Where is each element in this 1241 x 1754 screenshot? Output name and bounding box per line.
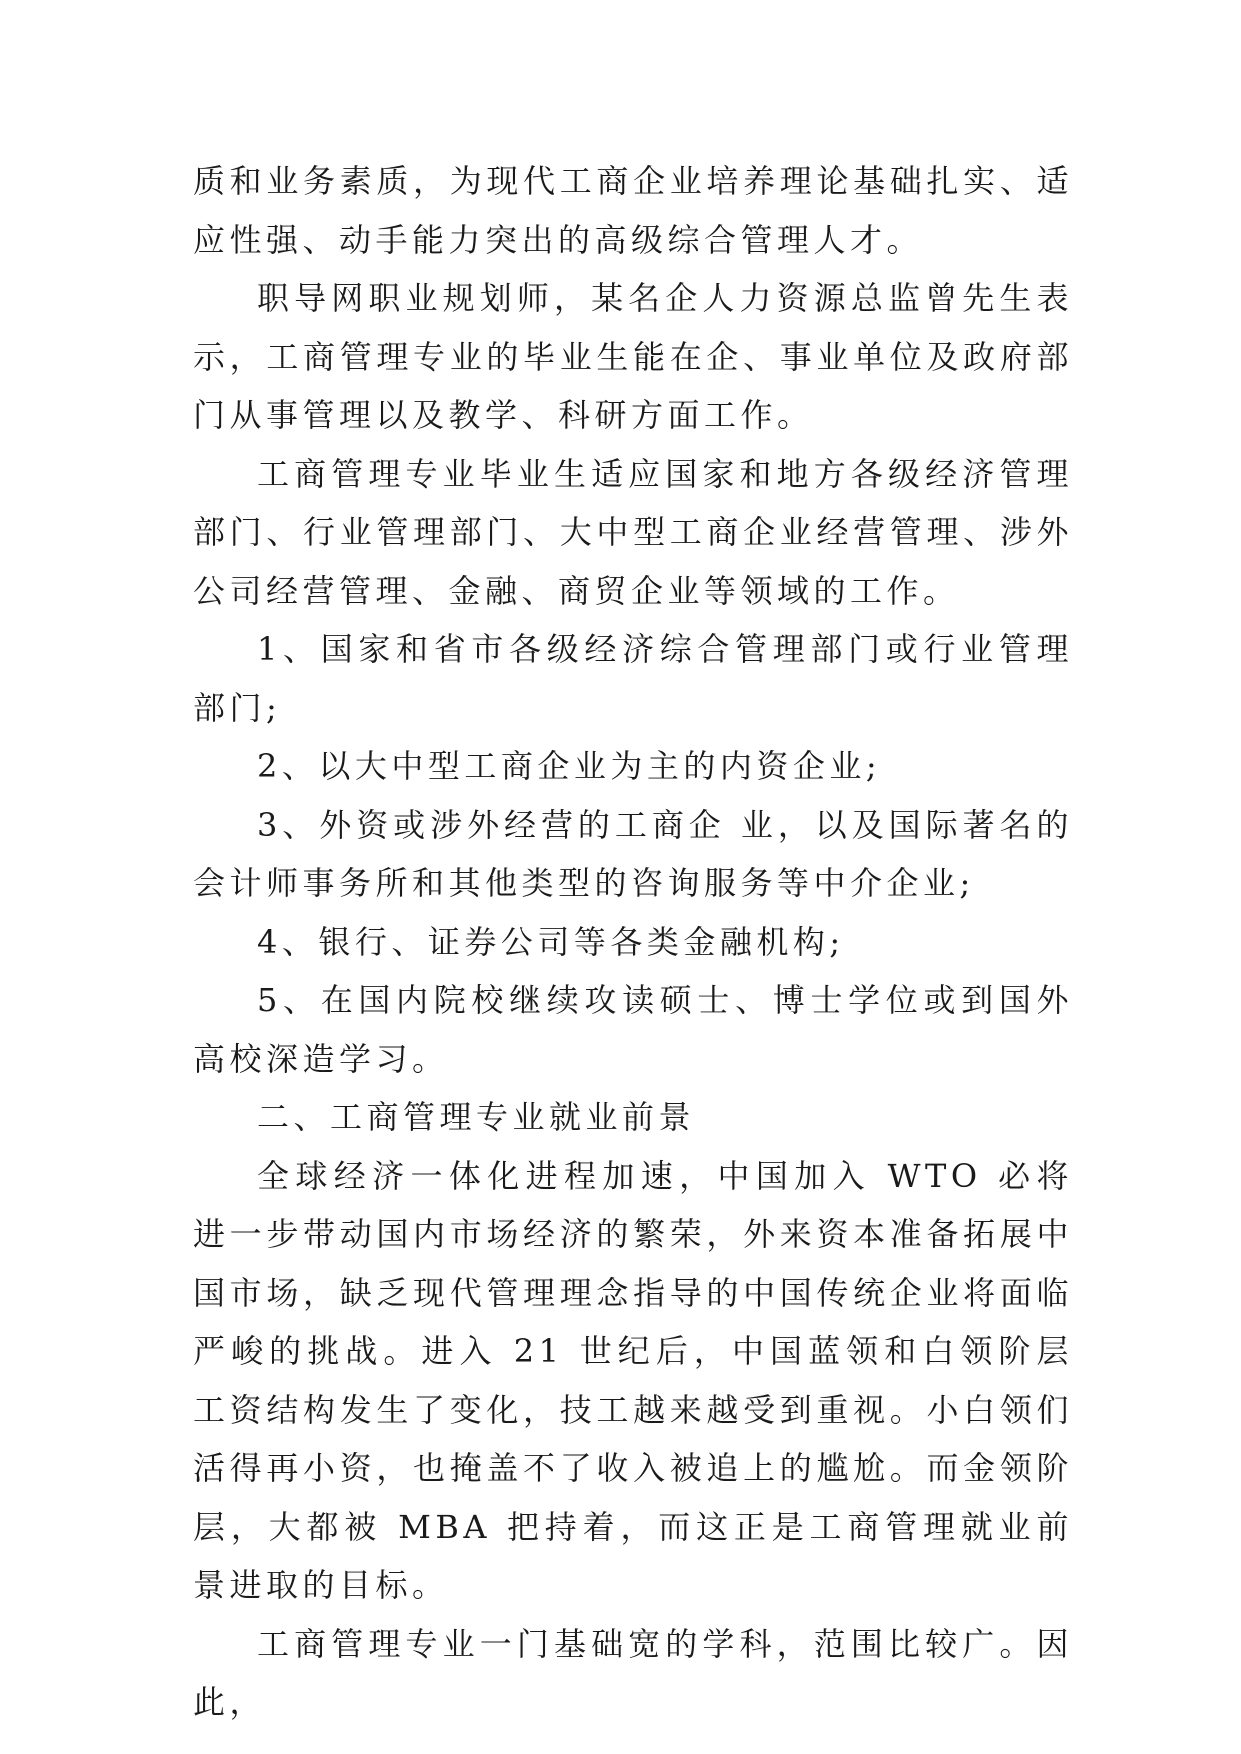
list-item-4: 4、银行、证券公司等各类金融机构; <box>257 922 845 961</box>
paragraph-3: 工商管理专业毕业生适应国家和地方各级经济管理部门、行业管理部门、大中型工商企业经营管理、涉外公司经营管理、金融、商贸企业等领域的工作。 <box>193 454 1073 610</box>
list-item-2: 2、以大中型工商企业为主的内资企业; <box>257 747 882 785</box>
document-body <box>193 152 1073 1732</box>
list-item-5: 5、在国内院校继续攻读硕士、博士学位或到国外高校深造学习。 <box>193 981 1073 1078</box>
paragraph-5: 工商管理专业一门基础宽的学科，范围比较广。因此， <box>193 1624 1073 1721</box>
paragraph-4: 全球经济一体化进程加速，中国加入 WTO 必将进一步带动国内市场经济的繁荣，外来资本准备拓展中国市场，缺乏现代管理理念指导的中国传统企业将面临严峻的挑战。进入 21 世纪后，中国蓝领和白领阶层工资结构发生了变化，技工越来越受到重视。小白领们活得再小资，也掩盖不了收入被追上的尴尬。而金领阶层，大都被 MBA 把持着，而这正是工商管理就业前景进取的目标。 <box>193 1156 1073 1604</box>
paragraph-1: 质和业务素质，为现代工商企业培养理论基础扎实、适应性强、动手能力突出的高级综合管理人才。 <box>193 162 1073 259</box>
paragraph-2: 职导网职业规划师，某名企人力资源总监曾先生表示，工商管理专业的毕业生能在企、事业单位及政府部门从事管理以及教学、科研方面工作。 <box>193 279 1073 434</box>
list-item-3: 3、外资或涉外经营的工商企 业，以及国际著名的会计师事务所和其他类型的咨询服务等中介企业; <box>193 805 1073 902</box>
list-item-1: 1、国家和省市各级经济综合管理部门或行业管理部门; <box>193 630 1073 727</box>
section-heading: 二、工商管理专业就业前景 <box>257 1098 696 1136</box>
